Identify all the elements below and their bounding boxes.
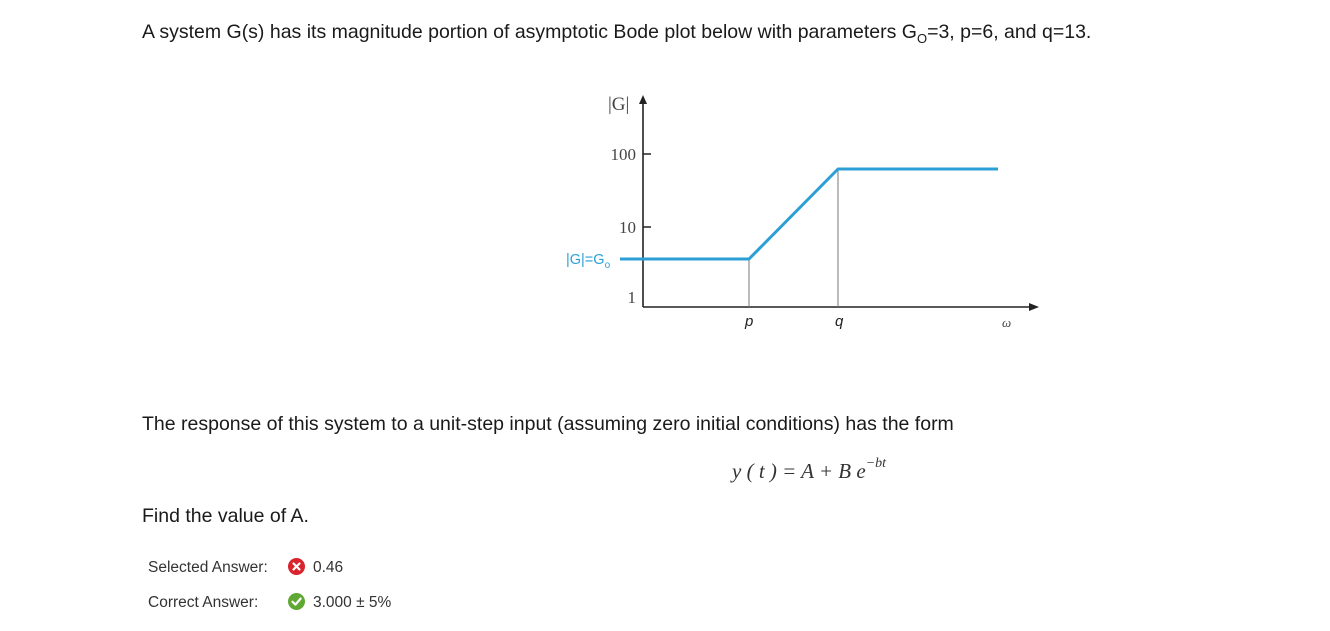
tick-10-label: 10: [619, 218, 636, 237]
g0-label-main: |G|=G: [566, 252, 605, 268]
step-response-equation: [732, 456, 887, 484]
equation-lhs: y ( t ) = A + B e: [732, 459, 866, 483]
correct-check-icon: [288, 593, 305, 610]
correct-answer-value: 3.000 ± 5%: [313, 594, 392, 611]
q-label: q: [835, 313, 844, 330]
omega-label: ω: [1002, 315, 1012, 330]
selected-answer-row: [148, 558, 343, 577]
incorrect-icon: [288, 558, 305, 575]
magnitude-curve: [620, 169, 998, 259]
y-axis-arrow: [639, 95, 647, 104]
question-text-end: =3, p=6, and q=13.: [927, 21, 1092, 43]
response-text: The response of this system to a unit-step input (assuming zero initial conditions) has the form: [142, 413, 954, 435]
equation-exponent: −bt: [865, 456, 887, 471]
question-text-start: A system G(s) has its magnitude portion of asymptotic Bode plot below with parameters G: [142, 21, 917, 43]
correct-answer-label: Correct Answer:: [148, 594, 259, 611]
g0-label-sub: o: [604, 260, 611, 271]
selected-answer-label: Selected Answer:: [148, 559, 268, 576]
x-axis-arrow: [1029, 303, 1039, 311]
tick-1-label: 1: [627, 288, 636, 307]
y-axis-label: |G|: [608, 94, 630, 115]
correct-answer-row: [148, 593, 391, 612]
find-text: Find the value of A.: [142, 505, 309, 527]
p-label: p: [745, 313, 754, 330]
g0-label: [566, 252, 611, 271]
tick-100-label: 100: [610, 145, 636, 164]
selected-answer-value: 0.46: [313, 559, 344, 576]
question-subscript: O: [916, 30, 928, 46]
